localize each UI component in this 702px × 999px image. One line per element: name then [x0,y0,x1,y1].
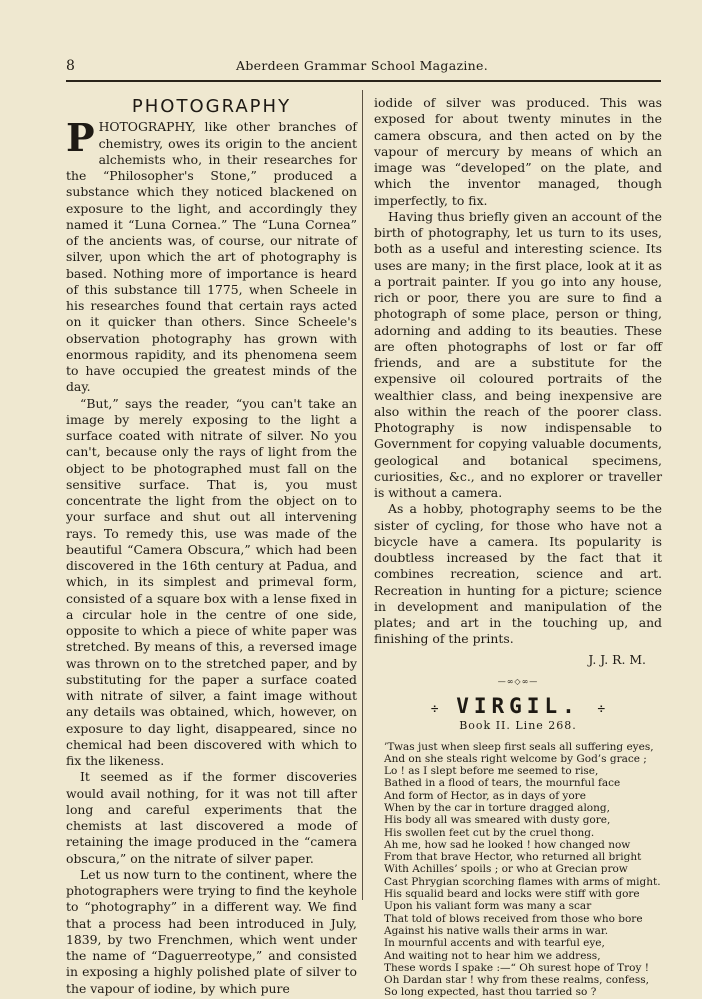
poem-line: These words I spake :—“ Oh surest hope of Troy ! [384,961,649,974]
left-column [66,96,357,997]
poem-line: Bathed in a flood of tears, the mournful face [384,777,621,790]
poem-line: Upon his valiant form was many a scar [384,900,592,913]
running-head: Aberdeen Grammar School Magazine. [236,58,488,73]
poem-line: From that brave Hector, who returned all bright [384,851,642,864]
header-rule [66,80,661,82]
poem-subtitle: Book II. Line 268. [459,719,577,733]
poem-line: ’Twas just when sleep first seals all suffering eyes, [384,740,654,753]
column-divider [362,90,363,900]
poem-line: Against his native walls their arms in war. [384,924,609,937]
poem-line: So long expected, hast thou tarried so ? [384,986,597,999]
page-number: 8 [66,58,75,74]
drop-cap: P [66,115,95,161]
article-signature: J. J. R. M. [588,651,646,667]
article-paragraph-1: PHOTOGRAPHY, like other branches of chemistry, owes its origin to the ancient alchemists who, in their researches for the “Philosopher's Stone,” produced a substance which they noticed blackened on exposure to the light, and accordingly they named it “Luna Cornea.” The “Luna Cornea” of the ancients was, of course, our nitrate of silver, upon which the art of photography is based. Nothing more of importance is heard of this substance till 1775, when Scheele in his researches found that certain rays acted on it quicker than others. Since Scheele's observation photography has grown with enormous rapidity, and its phenomena seem to have occupied the greatest minds of the day. [66,115,357,395]
poem-line: And on she steals right welcome by God’s grace ; [384,752,647,765]
poem-line: In mournful accents and with tearful eye, [384,937,605,950]
poem-line: Lo ! as I slept before me seemed to rise, [384,765,599,778]
poem-line: With Achilles’ spoils ; or who at Grecian prow [384,863,628,876]
poem-body [374,741,662,999]
poem-title-mark-right: ÷ [597,702,606,717]
poem-line: That told of blows received from those who bore [384,912,643,925]
right-column [374,95,662,999]
poem-line: His body all was smeared with dusty gore, [384,814,611,827]
poem-line: His squalid beard and locks were stiff with gore [384,888,640,901]
page-header [66,56,662,78]
poem-line: His swollen feet cut by the cruel thong. [384,826,595,839]
article-paragraph-6: Having thus briefly given an account of the birth of photography, let us turn to its uses, both as a useful and interesting science. Its uses are many; in the first place, look at it as a portrait painter. If you go into any house, rich or poor, there you are sure to find a photograph of some place, person or thing, adorning and adding to its beauties. These are often photographs of lost or far off friends, and are a substitute for the expensive oil coloured portraits of the wealthier class, and being inexpensive are also within the reach of the poorer class. Photography is now indispensable to Government for copying valuable documents, geological and botanical specimens, curiosities, &c., and no explorer or traveller is without a camera. [374,208,662,500]
poem-title: VIRGIL. [456,694,580,718]
article-title: PHOTOGRAPHY [131,96,292,117]
poem-line: And form of Hector, as in days of yore [384,789,586,802]
poem-line: Cast Phrygian scorching flames with arms of might. [384,875,661,888]
poem-line: When by the car in torture dragged along, [384,801,610,814]
article-paragraph-4: Let us now turn to the continent, where the photographers were trying to find the keyhole to “photography” in a different way. We find that a process had been introduced in July, 1839, by two Frenchmen, which went under the name of “Daguerreotype,” and consisted in exposing a highly polished plate of silver to the vapour of iodine, by which pure [66,866,357,996]
article-paragraph-2: “But,” says the reader, “you can't take an image by merely exposing to the light a surface coated with nitrate of silver. No you can't, because only the rays of light from the object to be photographed must fall on the sensitive surface. That is, you must concentrate the light from the object on to your surface and shut out all intervening rays. To remedy this, use was made of the beautiful “Camera Obscura,” which had been discovered in the 16th century at Padua, and which, in its simplest and primeval form, consisted of a square box with a lense fixed in a circular hole in the centre of one side, opposite to which a piece of white paper was stretched. By means of this, a reversed image was thrown on to the stretched paper, and by substituting for the paper a surface coated with nitrate of silver, a faint image without any details was obtained, which, however, on exposure to day light, disappeared, since no chemical had been discovered with which to fix the likeness. [66,395,357,768]
section-ornament: —∞◇∞— [497,676,539,686]
poem-line: Oh Dardan star ! why from these realms, confess, [384,974,649,987]
article-paragraph-3: It seemed as if the former discoveries would avail nothing, for it was not till after long and careful experiments that the chemists at last discovered a mode of retaining the image produced in the “camera obscura,” on the nitrate of silver paper. [66,769,357,866]
poem-line: Ah me, how sad he looked ! how changed now [384,838,631,851]
poem-line: And waiting not to hear him we address, [384,949,601,962]
poem-title-mark-left: ÷ [430,702,439,717]
article-paragraph-7: As a hobby, photography seems to be the sister of cycling, for those who have not a bicycle have a camera. Its popularity is doubtless increased by the fact that it combines recreation, science and art. Recreation in hunting for a picture; science in development and manipulation of the plates; and art in the touching up, and finishing of the prints. [374,501,662,647]
poem-title-line [374,694,662,718]
article-paragraph-5: iodide of silver was produced. This was exposed for about twenty minutes in the camera obscura, and then acted on by the vapour of mercury by means of which an image was “developed” on the plate, and which the inventor managed, though imperfectly, to fix. [374,95,662,208]
